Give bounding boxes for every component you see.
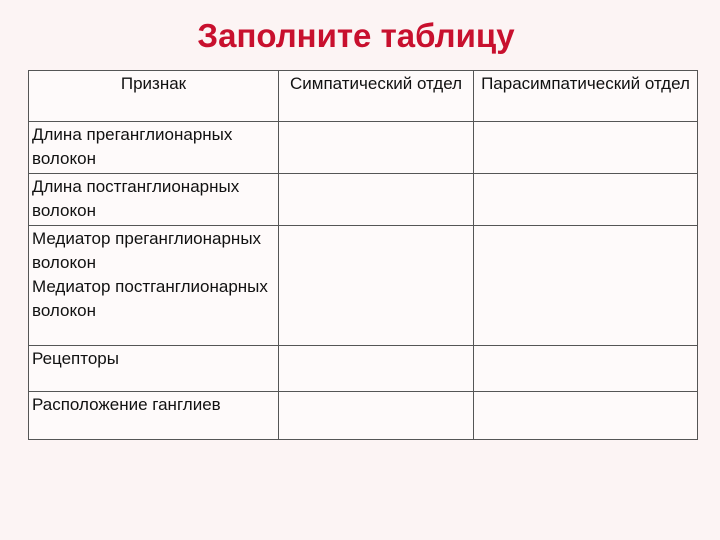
empty-cell[interactable] xyxy=(474,226,698,346)
empty-cell[interactable] xyxy=(474,392,698,440)
header-cell-parasympathetic: Парасимпатический отдел xyxy=(474,71,698,122)
table-row xyxy=(29,226,698,346)
table-row xyxy=(29,346,698,392)
empty-cell[interactable] xyxy=(279,226,474,346)
row-label: Медиатор постганглионарных волокон xyxy=(32,277,268,320)
table-header-row xyxy=(29,71,698,122)
empty-cell[interactable] xyxy=(474,122,698,174)
table-row xyxy=(29,122,698,174)
row-label: Рецепторы xyxy=(29,346,279,392)
empty-cell[interactable] xyxy=(474,346,698,392)
slide-title: Заполните таблицу xyxy=(197,17,515,54)
empty-cell[interactable] xyxy=(279,122,474,174)
row-label: Медиатор преганглионарных волокон xyxy=(32,229,262,272)
row-label: Длина преганглионарных волокон xyxy=(29,122,279,174)
row-label-group xyxy=(29,226,279,346)
empty-cell[interactable] xyxy=(279,392,474,440)
table-row xyxy=(29,392,698,440)
row-label: Длина постганглионарных волокон xyxy=(29,174,279,226)
empty-cell[interactable] xyxy=(279,174,474,226)
empty-cell[interactable] xyxy=(474,174,698,226)
row-label: Расположение ганглиев xyxy=(29,392,279,440)
fill-in-table xyxy=(28,70,698,440)
table-row xyxy=(29,174,698,226)
header-cell-feature: Признак xyxy=(29,71,279,122)
empty-cell[interactable] xyxy=(279,346,474,392)
header-cell-sympathetic: Симпатический отдел xyxy=(279,71,474,122)
